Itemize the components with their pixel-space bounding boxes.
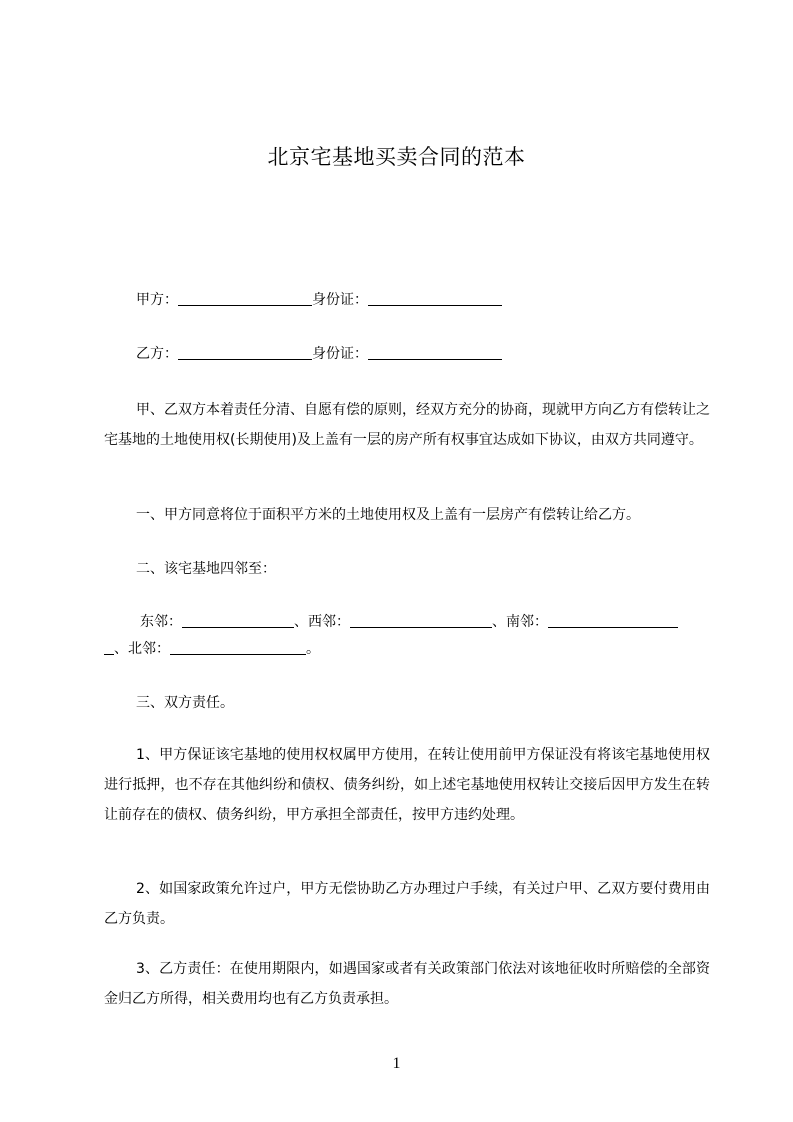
party-b-line [136,339,502,369]
west-neighbor-blank [350,611,492,628]
party-b-id-blank [368,343,502,360]
clause-1: 一、甲方同意将位于面积平方米的土地使用权及上盖有一层房产有偿转让给乙方。 [136,507,640,523]
west-neighbor-label: 、西邻： [294,614,350,630]
party-a-id-label: 身份证： [312,292,368,308]
party-b-name-blank [178,343,312,360]
neighbors-end: 。 [306,641,320,657]
neighbors-line-2 [104,634,320,664]
party-b-id-label: 身份证： [312,346,368,362]
document-title: 北京宅基地买卖合同的范本 [267,145,526,169]
intro-paragraph: 甲、乙双方本着责任分清、自愿有偿的原则，经双方充分的协商，现就甲方向乙方有偿转让之宅基地的土地使用权(长期使用)及上盖有一层的房产所有权事宜达成如下协议，由双方共同遵守。 [104,402,710,448]
party-a-label: 甲方： [136,292,178,308]
page-number: 1 [392,1055,401,1072]
party-b-label: 乙方： [136,346,178,362]
duty-1-paragraph: 1、甲方保证该宅基地的使用权权属甲方使用，在转让使用前甲方保证没有将该宅基地使用权进行抵押，也不存在其他纠纷和债权、债务纠纷，如上述宅基地使用权转让交接后因甲方发生在转让前存在的债权、债务纠纷，甲方承担全部责任，按甲方违约处理。 [104,747,710,823]
party-a-id-blank [368,289,502,306]
duty-2-paragraph: 2、如国家政策允许过户，甲方无偿协助乙方办理过户手续，有关过户甲、乙双方要付费用由乙方负责。 [104,881,710,927]
duty-3-paragraph: 3、乙方责任：在使用期限内，如遇国家或者有关政策部门依法对该地征收时所赔偿的全部资金归乙方所得，相关费用均也有乙方负责承担。 [104,961,710,1007]
south-neighbor-blank [548,611,678,628]
north-neighbor-blank [170,638,306,655]
neighbors-line-1 [140,607,678,637]
south-neighbor-label: 、南邻： [492,614,548,630]
south-neighbor-blank-cont [104,638,114,655]
party-a-name-blank [178,289,312,306]
clause-2: 二、该宅基地四邻至： [136,561,276,577]
clause-3: 三、双方责任。 [136,695,234,711]
east-neighbor-blank [182,611,294,628]
east-neighbor-label: 东邻： [140,614,182,630]
north-neighbor-label: 、北邻： [114,641,170,657]
party-a-line [136,285,502,315]
